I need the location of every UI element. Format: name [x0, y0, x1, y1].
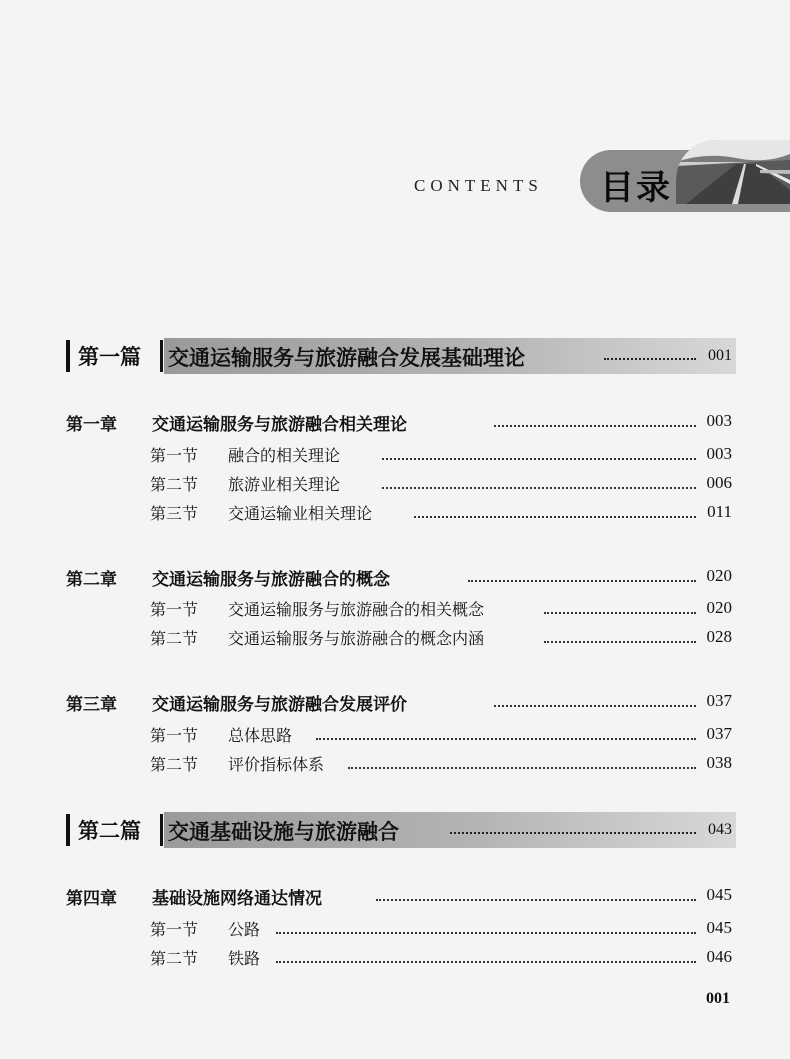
road-photo-image — [676, 140, 790, 204]
toc-title: 目录 — [600, 168, 672, 208]
section-page-number: 028 — [706, 627, 732, 646]
toc-chapter-2[interactable] — [66, 565, 732, 591]
part-label: 第一篇 — [78, 344, 141, 369]
toc-section-1-1[interactable] — [150, 443, 732, 469]
section-title: 公路 — [228, 920, 261, 939]
section-page-number: 003 — [706, 444, 732, 463]
chapter-page-number: 020 — [706, 566, 732, 585]
section-page-number: 011 — [707, 502, 732, 521]
section-number: 第二节 — [150, 629, 199, 648]
chapter-page-number: 003 — [706, 411, 732, 430]
section-page-number: 045 — [706, 918, 732, 937]
toc-chapter-3[interactable] — [66, 690, 732, 716]
section-title: 旅游业相关理论 — [228, 475, 341, 494]
part-label: 第二篇 — [78, 818, 141, 843]
chapter-number: 第四章 — [66, 889, 117, 909]
dot-leader — [604, 358, 696, 360]
chapter-title: 基础设施网络通达情况 — [152, 889, 322, 909]
dot-leader — [382, 487, 696, 489]
dot-leader — [382, 458, 696, 460]
part-page-number: 043 — [708, 821, 732, 838]
contents-heading: CONTENTS — [414, 176, 543, 195]
section-page-number: 006 — [706, 473, 732, 492]
dot-leader — [494, 705, 696, 707]
section-title: 铁路 — [228, 949, 261, 968]
dot-leader — [544, 612, 696, 614]
dot-leader — [450, 832, 696, 834]
section-title: 交通运输服务与旅游融合的相关概念 — [228, 600, 485, 619]
part-title: 交通运输服务与旅游融合发展基础理论 — [168, 345, 525, 370]
chapter-page-number: 037 — [706, 691, 732, 710]
section-page-number: 037 — [706, 724, 732, 743]
dot-leader — [276, 932, 696, 934]
part-divider-bar — [160, 814, 163, 846]
chapter-number: 第二章 — [66, 570, 117, 590]
chapter-number: 第一章 — [66, 415, 117, 435]
toc-section-2-1[interactable] — [150, 597, 732, 623]
part-divider-bar — [160, 340, 163, 372]
part-title: 交通基础设施与旅游融合 — [168, 819, 399, 844]
section-title: 评价指标体系 — [228, 755, 325, 774]
section-title: 融合的相关理论 — [228, 446, 341, 465]
dot-leader — [414, 516, 696, 518]
toc-section-3-2[interactable] — [150, 752, 732, 778]
chapter-page-number: 045 — [706, 885, 732, 904]
part-heading-2[interactable] — [66, 812, 736, 848]
chapter-title: 交通运输服务与旅游融合相关理论 — [152, 415, 407, 435]
section-number: 第一节 — [150, 726, 199, 745]
section-page-number: 046 — [706, 947, 732, 966]
part-page-number: 001 — [708, 347, 732, 364]
part-marker-bar — [66, 340, 70, 372]
section-number: 第二节 — [150, 949, 199, 968]
chapter-title: 交通运输服务与旅游融合发展评价 — [152, 695, 407, 715]
dot-leader — [316, 738, 696, 740]
section-number: 第二节 — [150, 475, 199, 494]
section-number: 第一节 — [150, 600, 199, 619]
section-number: 第二节 — [150, 755, 199, 774]
chapter-title: 交通运输服务与旅游融合的概念 — [152, 570, 390, 590]
section-title: 交通运输服务与旅游融合的概念内涵 — [228, 629, 485, 648]
section-page-number: 038 — [706, 753, 732, 772]
section-number: 第三节 — [150, 504, 199, 523]
toc-section-3-1[interactable] — [150, 723, 732, 749]
section-number: 第一节 — [150, 920, 199, 939]
part-marker-bar — [66, 814, 70, 846]
chapter-number: 第三章 — [66, 695, 117, 715]
dot-leader — [376, 899, 696, 901]
dot-leader — [468, 580, 696, 582]
dot-leader — [544, 641, 696, 643]
section-title: 交通运输业相关理论 — [228, 504, 373, 523]
toc-chapter-1[interactable] — [66, 410, 732, 436]
toc-section-4-2[interactable] — [150, 946, 732, 972]
section-number: 第一节 — [150, 446, 199, 465]
toc-chapter-4[interactable] — [66, 884, 732, 910]
toc-section-4-1[interactable] — [150, 917, 732, 943]
page-number: 001 — [706, 990, 730, 1007]
toc-section-1-3[interactable] — [150, 501, 732, 527]
dot-leader — [276, 961, 696, 963]
section-title: 总体思路 — [228, 726, 293, 745]
toc-section-1-2[interactable] — [150, 472, 732, 498]
part-heading-1[interactable] — [66, 338, 736, 374]
dot-leader — [348, 767, 696, 769]
section-page-number: 020 — [706, 598, 732, 617]
dot-leader — [494, 425, 696, 427]
toc-section-2-2[interactable] — [150, 626, 732, 652]
